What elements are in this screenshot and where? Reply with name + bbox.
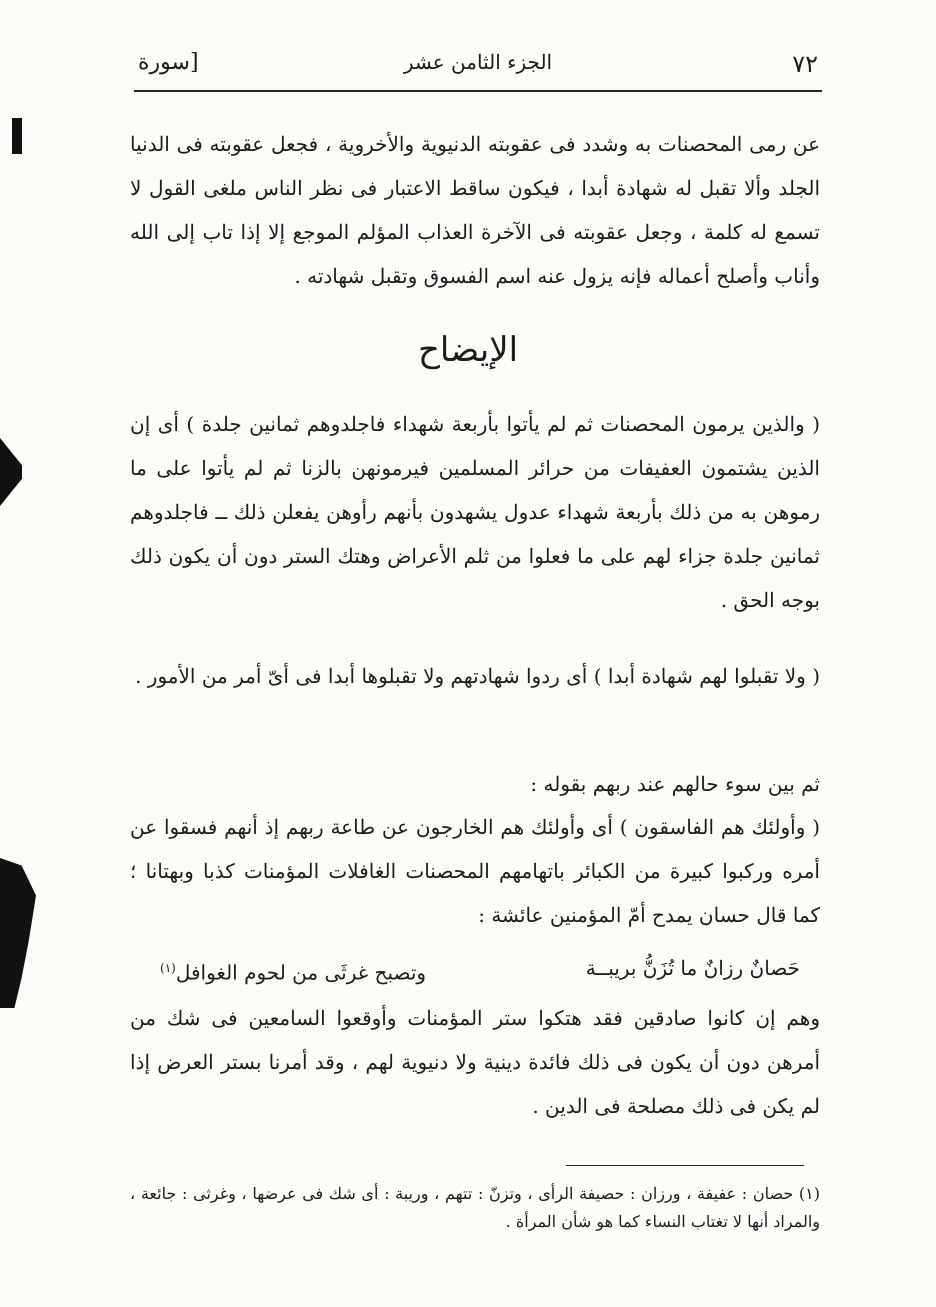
paragraph-intro: عن رمى المحصنات به وشدد فى عقوبته الدنيوية والأخروية ، فجعل عقوبته فى الدنيا الجلد وألا تقبل له شهادة أبدا ، فيكون ساقط الاعتبار فى نظر الناس ملغى القول لا تسمع له كلمة ، وجعل عقوبته فى الآخرة العذاب المؤلم الموجع إلا إذا تاب إلى الله وأناب وأصلح أعماله فإنه يزول عنه اسم الفسوق وتقبل شهادته . [130,132,820,288]
scan-edge-mark-2 [0,438,22,506]
header-divider [134,90,822,92]
running-title: الجزء الثامن عشر [403,50,553,74]
paragraph-conclusion: وهم إن كانوا صادقين فقد هتكوا ستر المؤمنات وأوقعوا السامعين فى شك من أمرهن دون أن يكون فى ذلك فائدة دينية ولا دنيوية لهم ، وقد أمرنا بستر العرض إذا لم يكن فى ذلك مصلحة فى الدين . [130,1006,820,1118]
page-header [138,50,818,90]
footnote: (١) حصان : عفيفة ، ورزان : حصيفة الرأى ، وتزنّ : تتهم ، وريبة : أى شك فى عرضها ، وغرثى : جائعة ، والمراد أنها لا تغتاب النساء كما هو شأن المرأة . [130,1184,820,1231]
page-number: ٧٢ [792,50,818,78]
paragraph-verse-explanation: ( والذين يرمون المحصنات ثم لم يأتوا بأربعة شهداء فاجلدوهم ثمانين جلدة ) أى إن الذين يشتمون العفيفات من حرائر المسلمين فيرمونهن بالزنا ثم لم يأتوا على ما رموهن به من ذلك بأربعة شهداء عدول يشهدون بأنهم رأوهن يفعلن ذلك ــ فاجلدوهم ثمانين جلدة جزاء لهم على ما فعلوا من ثلم الأعراض وهتك الستر دون أن يكون ذلك بوجه الحق . [130,412,820,612]
footnote-marker: (١) [160,961,176,975]
paragraph-testimony: ( ولا تقبلوا لهم شهادة أبدا ) أى ردوا شهادتهم ولا تقبلوها أبدا فى أىّ أمر من الأمور . [135,664,820,688]
verse-second-hemistich-text: وتصبح غرثَى من لحوم الغوافل [175,960,427,985]
paragraph-transition: ثم بين سوء حالهم عند ربهم بقوله : [530,772,820,796]
footnote-divider [566,1165,804,1166]
verse-first-hemistich: حَصانٌ رزانٌ ما تُزَنُّ بريبــة [585,956,800,980]
verse-second-hemistich [160,948,426,993]
surah-label: [سورة [138,50,199,75]
section-title: الإيضاح [417,330,519,370]
scan-edge-mark-1 [12,118,22,154]
paragraph-fasiqun: ( وأولئك هم الفاسقون ) أى وأولئك هم الخارجون عن طاعة ربهم إذ أنهم فسقوا عن أمره وركبوا كبيرة من الكبائر باتهامهم المحصنات الغافلات المؤمنات كذبا وبهتانا ؛ كما قال حسان يمدح أمّ المؤمنين عائشة : [130,815,820,927]
scan-edge-mark-3 [0,858,36,1008]
